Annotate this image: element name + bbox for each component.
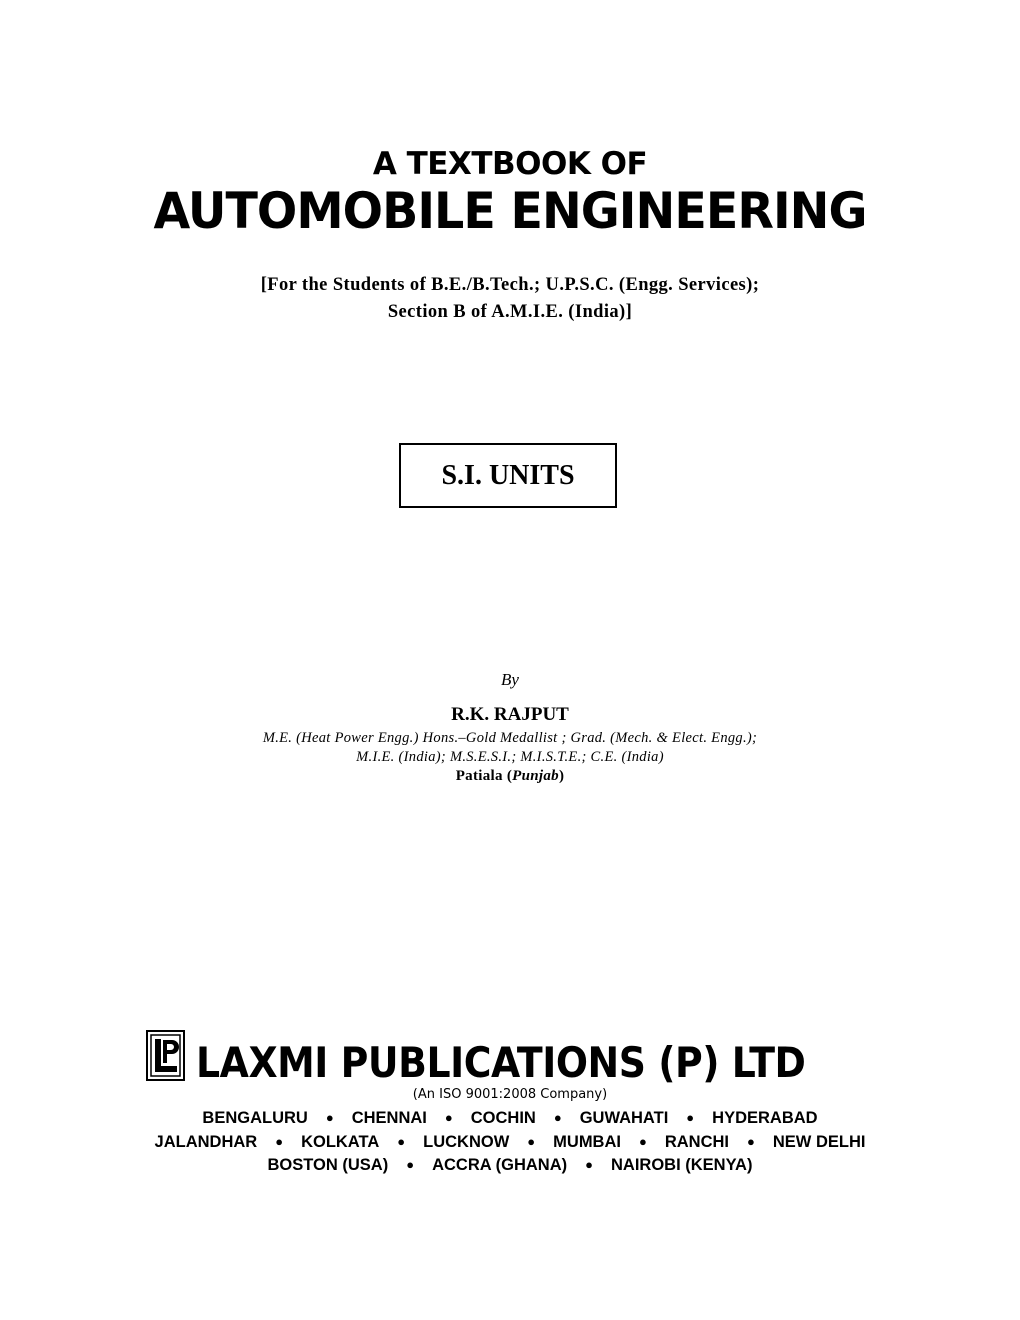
location-city: Patiala bbox=[455, 768, 503, 784]
author-credentials-line-2: M.I.E. (India); M.S.E.S.I.; M.I.S.T.E.; C.E. (India) bbox=[356, 749, 664, 765]
city-name: CHENNAI bbox=[351, 1109, 427, 1127]
by-label: By bbox=[501, 670, 519, 689]
city-separator: ● bbox=[444, 1110, 453, 1125]
book-title: AUTOMOBILE ENGINEERING bbox=[153, 182, 867, 240]
city-separator: ● bbox=[553, 1110, 562, 1125]
city-name: MUMBAI bbox=[553, 1133, 621, 1151]
city-name: JALANDHAR bbox=[154, 1133, 258, 1151]
city-name: COCHIN bbox=[470, 1109, 536, 1127]
iso-note: (An ISO 9001:2008 Company) bbox=[412, 1087, 608, 1102]
audience-line-1: [For the Students of B.E./B.Tech.; U.P.S.C. (Engg. Services); bbox=[260, 275, 760, 295]
city-separator: ● bbox=[686, 1110, 695, 1125]
city-name: BOSTON (USA) bbox=[267, 1156, 389, 1174]
city-row-3 bbox=[0, 1154, 1020, 1176]
city-name: HYDERABAD bbox=[712, 1109, 818, 1127]
units-label: S.I. UNITS bbox=[441, 459, 575, 491]
city-name: NEW DELHI bbox=[772, 1133, 866, 1151]
city-separator: ● bbox=[747, 1134, 755, 1149]
author-name: R.K. RAJPUT bbox=[451, 704, 569, 725]
city-separator: ● bbox=[638, 1134, 647, 1149]
city-separator: ● bbox=[397, 1134, 406, 1149]
city-name: ACCRA (GHANA) bbox=[432, 1156, 568, 1174]
city-name: GUWAHATI bbox=[579, 1109, 669, 1127]
city-name: BENGALURU bbox=[202, 1109, 308, 1127]
author-credentials-line-1: M.E. (Heat Power Engg.) Hons.–Gold Medallist ; Grad. (Mech. & Elect. Engg.); bbox=[262, 730, 758, 746]
audience-line-2: Section B of A.M.I.E. (India)] bbox=[387, 302, 633, 322]
city-row-1 bbox=[0, 1107, 1020, 1129]
title-prefix: A TEXTBOOK OF bbox=[372, 146, 648, 182]
city-separator: ● bbox=[275, 1134, 284, 1149]
city-name: RANCHI bbox=[664, 1133, 730, 1151]
city-separator: ● bbox=[406, 1157, 415, 1172]
city-name: NAIROBI (KENYA) bbox=[610, 1156, 753, 1174]
city-row-2 bbox=[0, 1131, 1020, 1153]
location-state: Punjab bbox=[512, 768, 559, 784]
city-separator: ● bbox=[325, 1110, 334, 1125]
units-badge bbox=[399, 443, 617, 508]
city-name: KOLKATA bbox=[301, 1133, 380, 1151]
city-separator: ● bbox=[527, 1134, 536, 1149]
lp-logo-icon bbox=[146, 1030, 185, 1081]
city-name: LUCKNOW bbox=[423, 1133, 510, 1151]
publisher-name: LAXMI PUBLICATIONS (P) LTD bbox=[196, 1038, 806, 1087]
city-separator: ● bbox=[585, 1157, 593, 1172]
author-location: Patiala (Punjab) bbox=[455, 768, 565, 784]
